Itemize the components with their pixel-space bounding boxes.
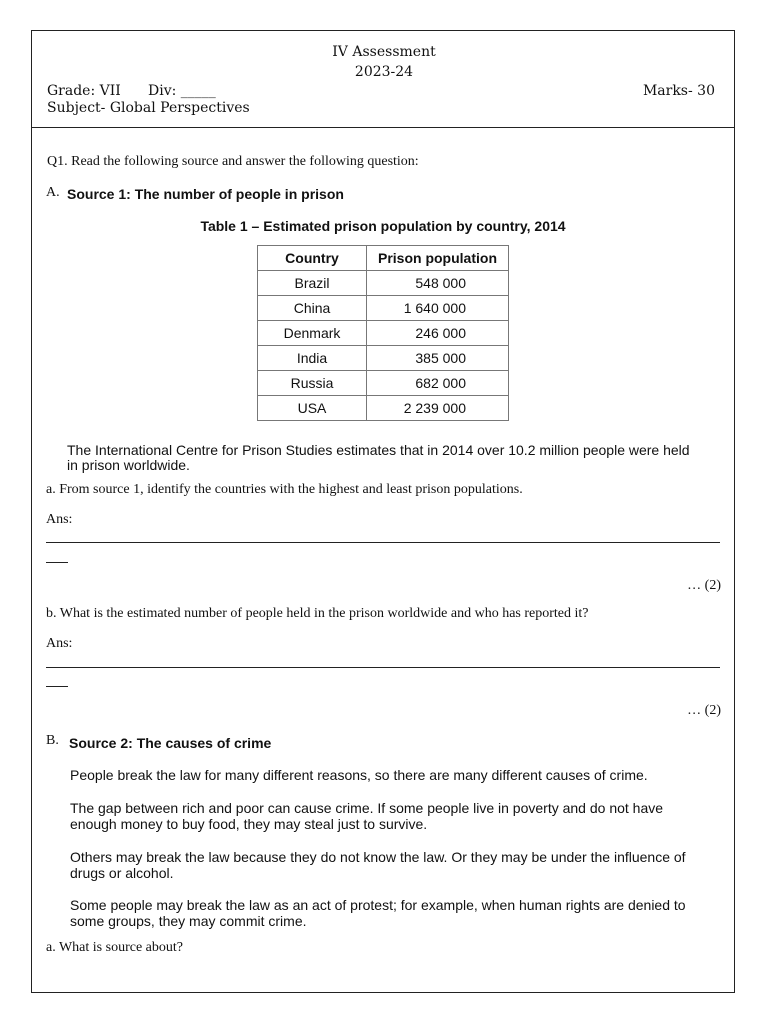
subject-label: Subject- Global Perspectives	[47, 100, 250, 116]
marks-b: … (2)	[687, 703, 721, 718]
population-cell: 548 000	[367, 271, 509, 296]
answer-b-label: Ans:	[46, 636, 73, 651]
question-a-text: a. From source 1, identify the countries with the highest and least prison populations.	[46, 482, 523, 497]
population-cell: 385 000	[367, 346, 509, 371]
answer-a-label: Ans:	[46, 512, 73, 527]
country-cell: USA	[258, 396, 367, 421]
answer-b-line-short[interactable]	[46, 686, 68, 687]
section-b-question-a: a. What is source about?	[46, 940, 183, 955]
section-b-letter: B.	[46, 733, 59, 748]
population-cell: 682 000	[367, 371, 509, 396]
table-row	[258, 346, 509, 371]
country-cell: Russia	[258, 371, 367, 396]
country-cell: Brazil	[258, 271, 367, 296]
source-2-paragraph-1: People break the law for many different reasons, so there are many different causes of crime.	[70, 767, 648, 783]
source-2-paragraph-2-line-2: enough money to buy food, they may steal just to survive.	[70, 816, 428, 832]
table-row	[258, 271, 509, 296]
source-2-paragraph-3-line-2: drugs or alcohol.	[70, 865, 174, 881]
grade-label: Grade: VII	[47, 83, 121, 99]
header-divider	[31, 127, 735, 128]
population-cell: 246 000	[367, 321, 509, 346]
source-1-note-line-1: The International Centre for Prison Studies estimates that in 2014 over 10.2 million people were held	[67, 442, 690, 458]
country-cell: Denmark	[258, 321, 367, 346]
source-2-paragraph-4-line-1: Some people may break the law as an act of protest; for example, when human rights are denied to	[70, 897, 686, 913]
assessment-year: 2023-24	[354, 64, 414, 80]
country-cell: China	[258, 296, 367, 321]
answer-a-line[interactable]	[46, 542, 720, 543]
country-cell: India	[258, 346, 367, 371]
marks-label: Marks- 30	[642, 83, 715, 99]
source-2-paragraph-4-line-2: some groups, they may commit crime.	[70, 913, 307, 929]
answer-a-line-short[interactable]	[46, 562, 68, 563]
source-2-paragraph-3-line-1: Others may break the law because they do not know the law. Or they may be under the influence of	[70, 849, 686, 865]
prison-population-table	[257, 245, 509, 421]
table-row	[258, 296, 509, 321]
table-row	[258, 371, 509, 396]
marks-a: … (2)	[687, 578, 721, 593]
population-cell: 1 640 000	[367, 296, 509, 321]
source-2-heading: Source 2: The causes of crime	[69, 735, 272, 751]
section-a-letter: A.	[46, 185, 60, 200]
table-header-row	[258, 246, 509, 271]
table-1-title: Table 1 – Estimated prison population by country, 2014	[200, 218, 566, 234]
source-1-note-line-2: in prison worldwide.	[67, 457, 190, 473]
column-header-country: Country	[258, 246, 367, 271]
division-label: Div: _____	[148, 83, 216, 99]
source-2-paragraph-2-line-1: The gap between rich and poor can cause crime. If some people live in poverty and do not have	[70, 800, 664, 816]
source-1-heading: Source 1: The number of people in prison	[67, 186, 344, 202]
population-cell: 2 239 000	[367, 396, 509, 421]
table-row	[258, 321, 509, 346]
table-row	[258, 396, 509, 421]
question-b-text: b. What is the estimated number of people held in the prison worldwide and who has reported it?	[46, 606, 589, 621]
assessment-title: IV Assessment	[332, 44, 436, 60]
question-1-instruction: Q1. Read the following source and answer the following question:	[47, 154, 419, 169]
answer-b-line[interactable]	[46, 667, 720, 668]
column-header-prison-population: Prison population	[367, 246, 509, 271]
